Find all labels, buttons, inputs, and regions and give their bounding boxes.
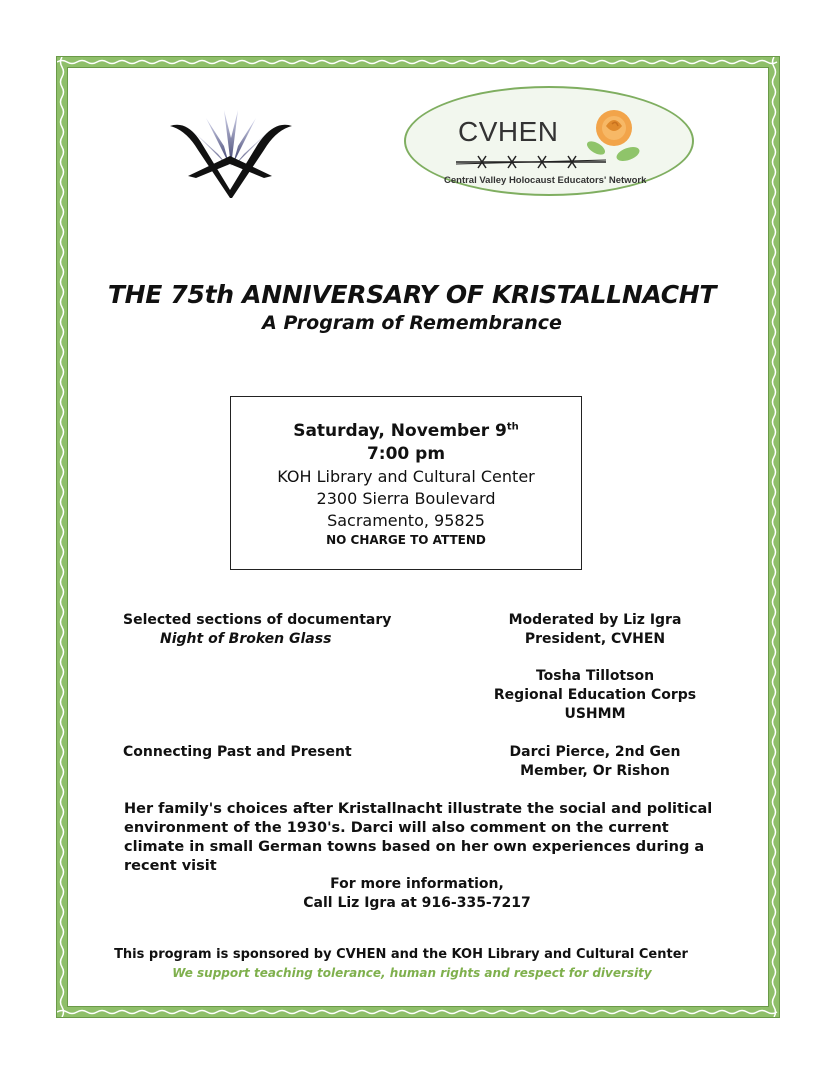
barbed-wire-icon [456, 152, 606, 172]
border-wave-top [57, 59, 779, 65]
border-wave-right [771, 57, 777, 1017]
contact-line-1: For more information, [330, 876, 504, 892]
event-charge: NO CHARGE TO ATTEND [326, 533, 486, 547]
program-item-1-title: Night of Broken Glass [160, 631, 332, 647]
border-wave-bottom [57, 1009, 779, 1015]
description-paragraph: Her family's choices after Kristallnacht illustrate the social and political environment of the 1930's. Darci will also comment on the current climate in small German towns based on her own experiences during a recent visit [124, 801, 713, 874]
speaker-1-org: USHMM [564, 706, 626, 722]
event-date [231, 421, 581, 441]
remembrance-emblem-icon [166, 98, 296, 198]
border-wave-left [59, 57, 65, 1017]
event-city: Sacramento, 95825 [327, 511, 485, 530]
event-time: 7:00 pm [366, 444, 446, 464]
event-street: 2300 Sierra Boulevard [316, 489, 496, 508]
page-subtitle: A Program of Remembrance [262, 312, 562, 334]
event-details-box [230, 396, 582, 570]
program-item-1-line-1: Selected sections of documentary [123, 612, 392, 628]
speaker-2-name: Darci Pierce, 2nd Gen [509, 744, 681, 760]
speaker-1-title: Regional Education Corps [493, 687, 697, 703]
cvhen-logo [404, 86, 694, 196]
motto-line: We support teaching tolerance, human rights and respect for diversity [172, 966, 652, 980]
event-date-text: Saturday, November 9 [293, 421, 507, 441]
cvhen-logo-subtitle: Central Valley Holocaust Educators' Network [444, 175, 647, 186]
sponsor-line: This program is sponsored by CVHEN and the KOH Library and Cultural Center [114, 947, 688, 962]
speaker-2-affiliation: Member, Or Rishon [520, 763, 670, 779]
contact-line-2: Call Liz Igra at 916-335-7217 [303, 895, 531, 911]
program-item-2: Connecting Past and Present [123, 744, 352, 760]
event-date-suffix: th [506, 421, 519, 433]
page-title: THE 75th ANNIVERSARY OF KRISTALLNACHT [107, 280, 717, 309]
cvhen-logo-name: CVHEN [458, 116, 559, 147]
event-venue: KOH Library and Cultural Center [277, 467, 535, 486]
speaker-1-name: Tosha Tillotson [535, 668, 655, 684]
moderator-name: Moderated by Liz Igra [508, 612, 682, 628]
moderator-title: President, CVHEN [524, 631, 666, 647]
